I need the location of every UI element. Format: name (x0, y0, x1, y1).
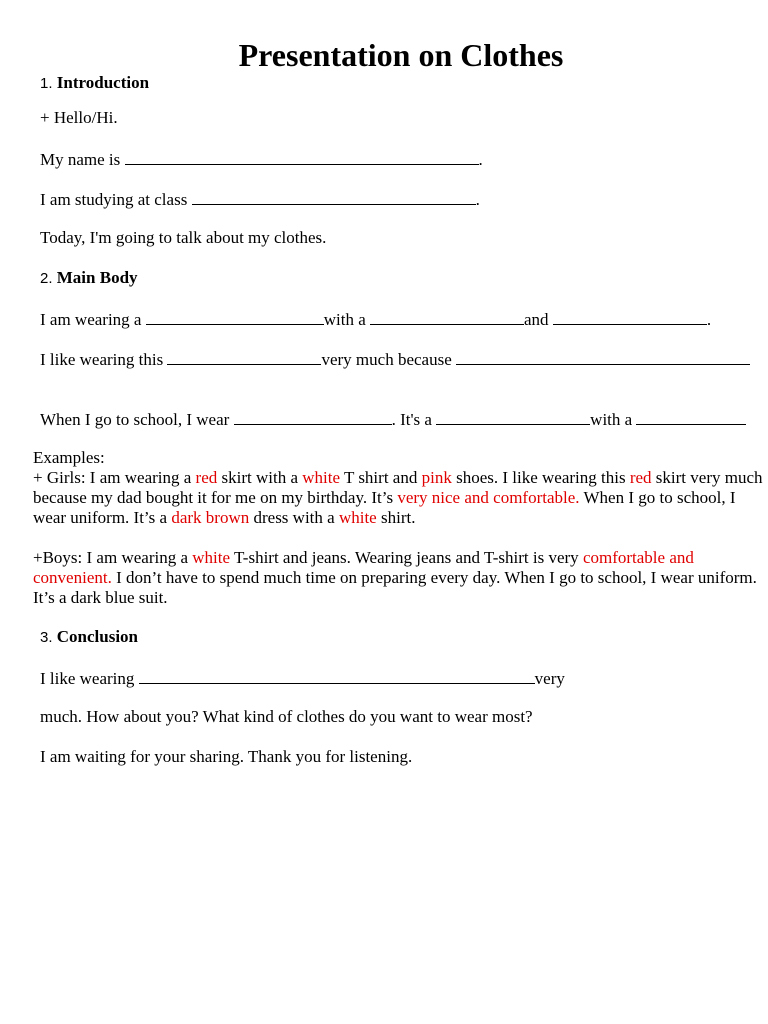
highlighted-word: red (195, 468, 218, 487)
highlighted-word: white (302, 468, 341, 487)
example-text: When I go to school, I wear uniform. It’s a (33, 488, 736, 527)
greeting-line: + Hello/Hi. (40, 108, 118, 127)
section-heading-main-body (40, 268, 138, 289)
name-suffix: . (478, 150, 483, 169)
section-label: Main Body (56, 268, 138, 287)
wearing-prefix: I am wearing a (40, 310, 142, 329)
example-text: shirt. (376, 508, 416, 527)
wearing-end: . (706, 310, 712, 329)
name-line (40, 148, 483, 170)
question-line: much. How about you? What kind of clothes do you want to wear most? (40, 707, 533, 726)
wearing-with: with a (323, 310, 366, 329)
school-line (40, 408, 746, 430)
highlighted-word: dark brown (171, 508, 250, 527)
topic-line: Today, I'm going to talk about my clothes. (40, 228, 327, 247)
like-because: very much because (321, 350, 452, 369)
name-blank[interactable] (125, 148, 479, 165)
section-number: 3. (40, 629, 53, 646)
like-prefix: I like wearing this (40, 350, 164, 369)
class-prefix: I am studying at class (40, 190, 188, 209)
conclusion-like-line (40, 667, 565, 689)
example-text: T-shirt and jeans. Wearing jeans and T-shirt is very (230, 548, 583, 567)
class-line (40, 188, 480, 210)
wearing-line (40, 308, 711, 330)
like-blank-1[interactable] (167, 348, 321, 365)
example-text: + Girls: I am wearing a (33, 468, 196, 487)
page-title: Presentation on Clothes (238, 37, 564, 73)
example-text: dress with a (249, 508, 339, 527)
highlighted-word: white (338, 508, 377, 527)
highlighted-word: comfortable and convenient. (33, 548, 694, 587)
section-heading-conclusion (40, 627, 138, 648)
section-label: Conclusion (56, 627, 139, 646)
example-text: T shirt and (340, 468, 422, 487)
girls-example (33, 468, 768, 528)
school-blank-1[interactable] (234, 408, 392, 425)
school-blank-3[interactable] (636, 408, 746, 425)
highlighted-word: very nice and comfortable. (397, 488, 580, 507)
section-number: 2. (40, 270, 53, 287)
conclusion-blank[interactable] (139, 667, 535, 684)
school-its: . It's a (391, 410, 432, 429)
section-number: 1. (40, 75, 53, 92)
class-suffix: . (475, 190, 480, 209)
highlighted-word: red (629, 468, 652, 487)
like-line (40, 348, 750, 370)
name-prefix: My name is (40, 150, 121, 169)
school-blank-2[interactable] (436, 408, 590, 425)
highlighted-word: white (192, 548, 231, 567)
class-blank[interactable] (192, 188, 476, 205)
example-text: skirt with a (217, 468, 303, 487)
wearing-blank-3[interactable] (553, 308, 707, 325)
wearing-and: and (524, 310, 549, 329)
wearing-blank-2[interactable] (370, 308, 524, 325)
wearing-blank-1[interactable] (146, 308, 324, 325)
conclusion-like-suffix: very (534, 669, 565, 688)
boys-example (33, 548, 768, 608)
school-prefix: When I go to school, I wear (40, 410, 230, 429)
example-text: I don’t have to spend much time on preparing every day. When I go to school, I wear uniform. It’s a dark blue suit. (33, 568, 757, 607)
thanks-line: I am waiting for your sharing. Thank you for listening. (40, 747, 413, 766)
school-with: with a (590, 410, 633, 429)
section-label: Introduction (56, 73, 150, 92)
examples-label: Examples: (33, 448, 105, 467)
highlighted-word: pink (421, 468, 452, 487)
like-blank-2[interactable] (456, 348, 750, 365)
example-text: +Boys: I am wearing a (33, 548, 193, 567)
example-text: skirt very much because my dad bought it for me on my birthday. It’s (33, 468, 763, 507)
example-text: shoes. I like wearing this (451, 468, 630, 487)
conclusion-like-prefix: I like wearing (40, 669, 135, 688)
section-heading-introduction (40, 73, 149, 94)
